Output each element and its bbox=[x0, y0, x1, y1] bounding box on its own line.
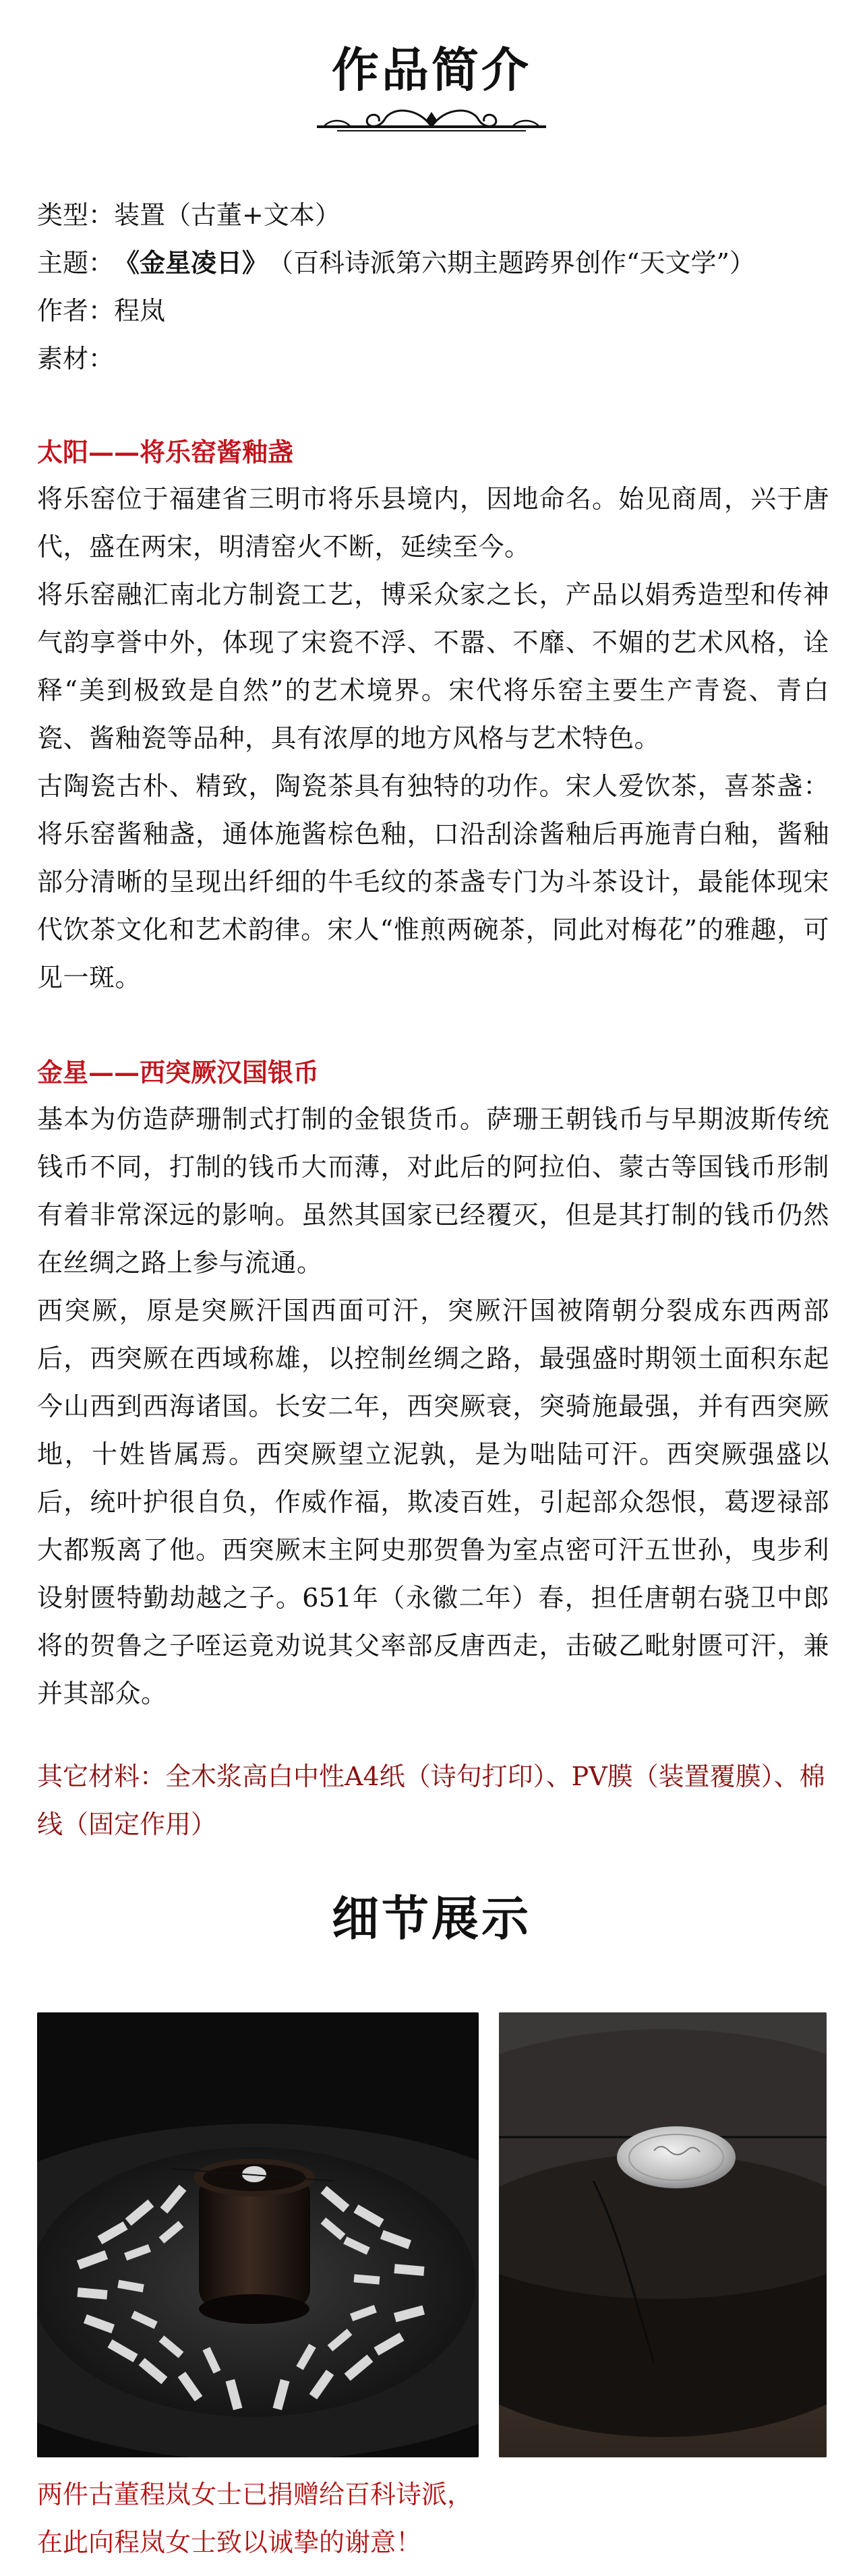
meta-type-key: 类型： bbox=[37, 200, 115, 230]
thanks-line-1: 两件古董程岚女士已捐赠给百科诗派， bbox=[37, 2480, 473, 2509]
other-materials-text: 其它材料：全木浆高白中性A4纸（诗句打印）、PV膜（装置覆膜）、棉线（固定作用） bbox=[37, 1762, 825, 1839]
intro-title: 作品简介 bbox=[332, 42, 531, 98]
sun-paragraph-2: 将乐窑融汇南北方制瓷工艺，博采众家之长，产品以娟秀造型和传神气韵享誉中外，体现了宋瓷不浮、不嚣、不靡、不媚的艺术风格，诠释“美到极致是自然”的艺术境界。宋代将乐窑主要生产青瓷、青白瓷、酱釉瓷等品种，具有浓厚的地方风格与艺术特色。 bbox=[37, 580, 829, 753]
venus-paragraph-2: 西突厥，原是突厥汗国西面可汗，突厥汗国被隋朝分裂成东西两部后，西突厥在西域称雄，以控制丝绸之路，最强盛时期领土面积东起今山西到西海诸国。长安二年，西突厥衰，突骑施最强，并有西突厥地，十姓皆属焉。西突厥望立泥孰，是为咄陆可汗。西突厥强盛以后，统叶护很自负，作威作福，欺凌百姓，引起部众怨恨，葛逻禄部大都叛离了他。西突厥末主阿史那贺鲁为室点密可汗五世孙，曳步利设射匮特勤劫越之子。651年（永徽二年）春，担任唐朝右骁卫中郎将的贺鲁之子咥运竟劝说其父率部反唐西走，击破乙毗射匮可汗，兼并其部众。 bbox=[37, 1296, 829, 1708]
photo-coin-closeup bbox=[499, 2012, 827, 2457]
meta-theme-row bbox=[37, 247, 755, 279]
meta-author-key: 作者： bbox=[37, 296, 115, 326]
meta-author-value: 程岚 bbox=[114, 296, 166, 326]
section-venus-heading: 金星——西突厥汉国银币 bbox=[37, 1057, 320, 1087]
meta-theme-key: 主题： bbox=[37, 248, 115, 278]
meta-theme-book: 《金星凌日》 bbox=[114, 247, 268, 278]
photo-bowl-illustration bbox=[37, 2012, 479, 2457]
sun-paragraph-3: 古陶瓷古朴、精致，陶瓷茶具有独特的功作。宋人爱饮茶，喜茶盏：将乐窑酱釉盏，通体施酱棕色釉，口沿刮涂酱釉后再施青白釉，酱釉部分清晰的呈现出纤细的牛毛纹的茶盏专门为斗茶设计，最能体现宋代饮茶文化和艺术韵律。宋人“惟煎两碗茶，同此对梅花”的雅趣，可见一斑。 bbox=[37, 771, 829, 992]
ornament-divider bbox=[310, 100, 553, 140]
meta-type-row bbox=[37, 199, 340, 231]
meta-material-key: 素材： bbox=[37, 344, 115, 373]
sun-paragraph-1: 将乐窑位于福建省三明市将乐县境内，因地命名。始见商周，兴于唐代，盛在两宋，明清窑火不断，延续至今。 bbox=[37, 484, 829, 562]
meta-author-row bbox=[37, 295, 165, 327]
photo-coin-illustration bbox=[499, 2012, 827, 2457]
thanks-line-2: 在此向程岚女士致以诚挚的谢意！ bbox=[37, 2527, 422, 2557]
detail-title: 细节展示 bbox=[332, 1890, 531, 1946]
thanks-note bbox=[37, 2471, 829, 2567]
meta-material-row bbox=[37, 342, 114, 375]
section-sun-heading: 太阳——将乐窑酱釉盏 bbox=[37, 437, 294, 467]
venus-paragraph-1: 基本为仿造萨珊制式打制的金银货币。萨珊王朝钱币与早期波斯传统钱币不同，打制的钱币大而薄，对此后的阿拉伯、蒙古等国钱币形制有着非常深远的影响。虽然其国家已经覆灭，但是其打制的钱币仍然在丝绸之路上参与流通。 bbox=[37, 1104, 829, 1278]
photo-bowl-installation bbox=[37, 2012, 479, 2457]
meta-theme-rest: （百科诗派第六期主题跨界创作“天文学”） bbox=[268, 248, 755, 278]
meta-type-value: 装置（古董+文本） bbox=[114, 200, 340, 230]
